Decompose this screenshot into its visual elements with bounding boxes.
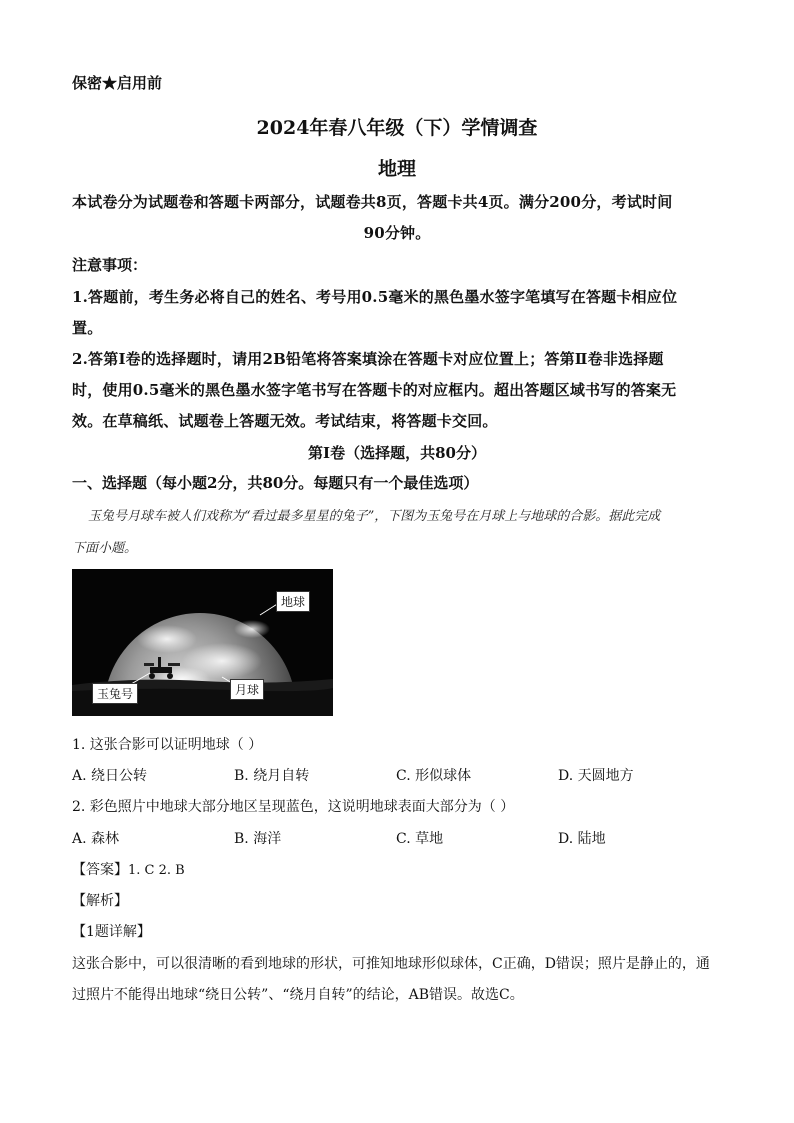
notes-item1-line1: 1.答题前，考生务必将自己的姓名、考号用0.5毫米的黑色墨水签字笔填写在答题卡相应位	[72, 288, 678, 306]
analysis-detail-tag: 【1题详解】	[72, 924, 151, 940]
label-rover: 玉兔号	[92, 683, 138, 704]
notes-item1-line2: 置。	[72, 319, 103, 337]
answer-text: 1. C 2. B	[128, 863, 185, 878]
question-1-option-b[interactable]: B. 绕月自转	[234, 768, 310, 784]
answer-tag: 【答案】	[72, 862, 128, 878]
question-2-option-a[interactable]: A. 森林	[72, 831, 120, 847]
exam-title: 2024年春八年级（下）学情调查	[256, 117, 538, 139]
section-title: 第Ⅰ卷（选择题，共80分）	[308, 444, 486, 462]
notes-item2-line2: 时，使用0.5毫米的黑色墨水签字笔书写在答题卡的对应框内。超出答题区域书写的答案无	[72, 381, 677, 399]
question-2-stem: 2. 彩色照片中地球大部分地区呈现蓝色，这说明地球表面大部分为（ ）	[72, 799, 515, 815]
question-1-option-d[interactable]: D. 天圆地方	[558, 768, 634, 784]
confidential-mark: 保密★启用前	[72, 74, 163, 92]
analysis-line-1: 这张合影中，可以很清晰的看到地球的形状，可推知地球形似球体，C正确，D错误；照片是静止的，通	[72, 956, 710, 972]
analysis-tag: 【解析】	[72, 893, 128, 909]
material-line-1: 玉兔号月球车被人们戏称为“看过最多星星的兔子”，下图为玉兔号在月球上与地球的合影。据此完成	[88, 509, 661, 524]
label-moon: 月球	[230, 679, 264, 700]
notes-heading: 注意事项：	[72, 256, 148, 274]
question-2-option-b[interactable]: B. 海洋	[234, 831, 282, 847]
question-1-stem: 1. 这张合影可以证明地球（ ）	[72, 737, 263, 753]
part-heading: 一、选择题（每小题2分，共80分。每题只有一个最佳选项）	[72, 474, 479, 492]
question-1-option-a[interactable]: A. 绕日公转	[72, 768, 148, 784]
subject-title: 地理	[377, 158, 416, 180]
analysis-line-2: 过照片不能得出地球“绕日公转”、“绕月自转”的结论，AB错误。故选C。	[72, 987, 524, 1003]
earth-moon-photo	[72, 569, 333, 716]
notes-item2-line3: 效。在草稿纸、试题卷上答题无效。考试结束，将答题卡交回。	[72, 412, 498, 430]
question-1-option-c[interactable]: C. 形似球体	[396, 768, 472, 784]
question-2-option-d[interactable]: D. 陆地	[558, 831, 606, 847]
answer-line	[72, 859, 185, 879]
question-2-option-c[interactable]: C. 草地	[396, 831, 444, 847]
intro-line-2: 90分钟。	[363, 224, 431, 242]
intro-line-1: 本试卷分为试题卷和答题卡两部分，试题卷共8页，答题卡共4页。满分200分，考试时间	[72, 193, 673, 211]
material-line-2: 下面小题。	[72, 541, 138, 556]
notes-item2-line1: 2.答第Ⅰ卷的选择题时，请用2B铅笔将答案填涂在答题卡对应位置上；答第Ⅱ卷非选择题	[72, 350, 664, 368]
label-earth: 地球	[276, 591, 310, 612]
